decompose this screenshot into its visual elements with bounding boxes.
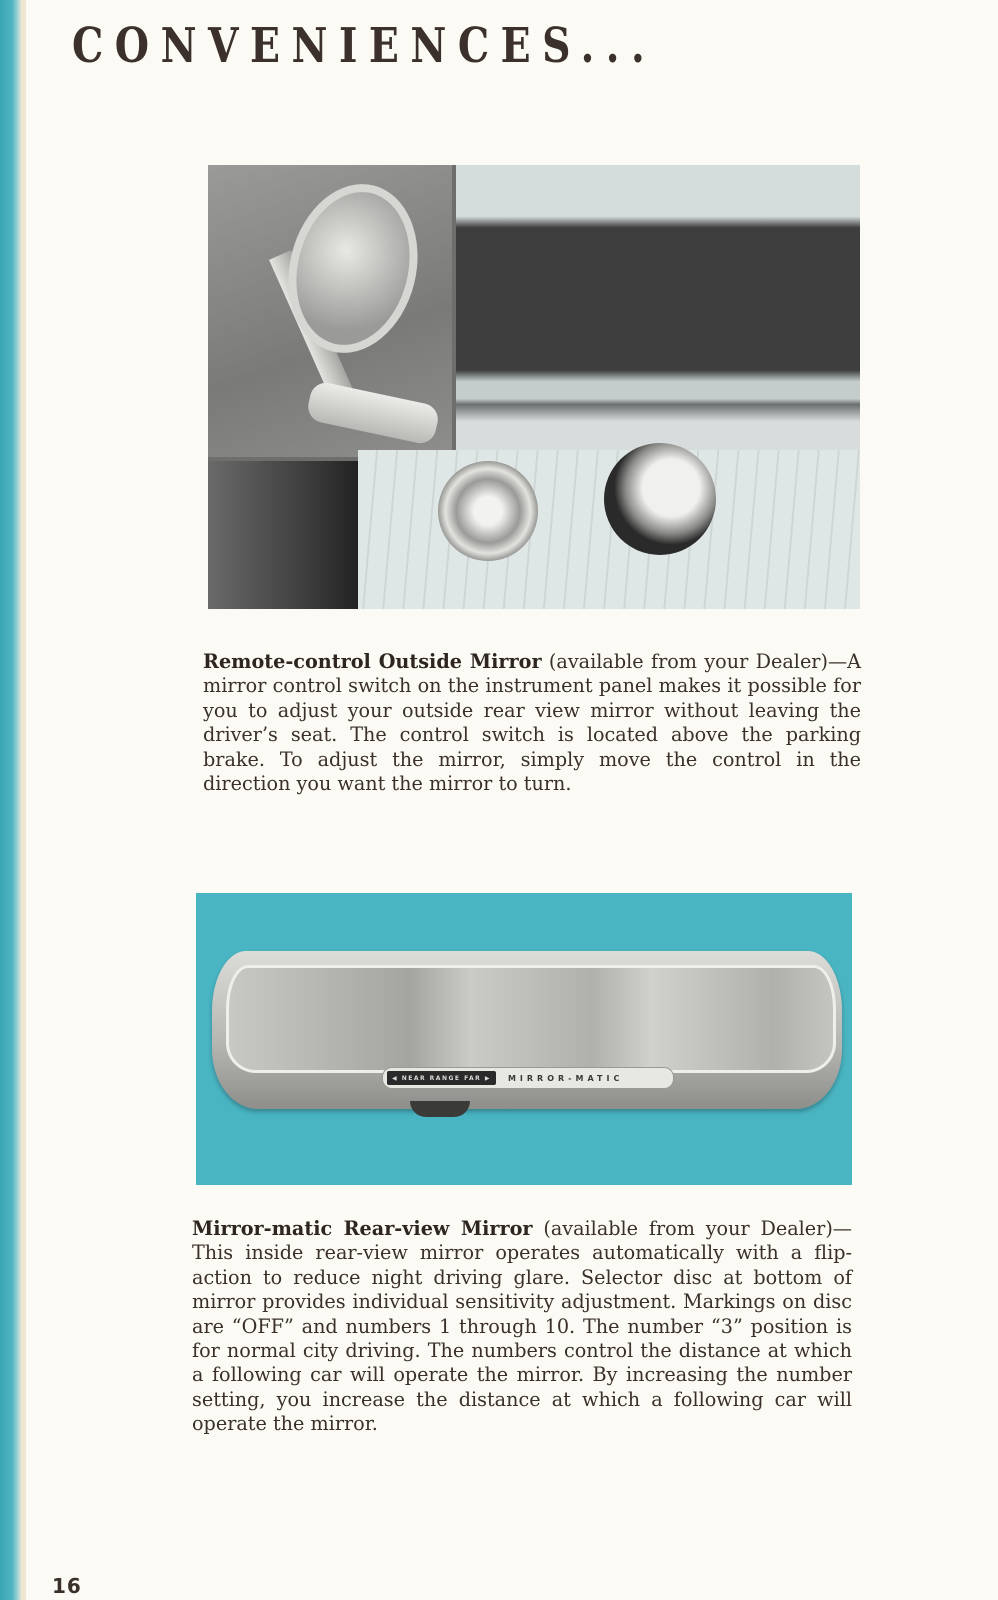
- mirror-base: [305, 380, 440, 446]
- outside-mirror-image: [208, 165, 452, 457]
- page-edge: [22, 0, 26, 1600]
- mirror-matic-heading: Mirror-matic Rear-view Mirror: [192, 1217, 533, 1240]
- selector-disc: [410, 1101, 470, 1117]
- page-title: CONVENIENCES...: [72, 18, 657, 74]
- mirror-matic-badge: [382, 1067, 674, 1089]
- range-indicator: ◀ NEAR RANGE FAR ▶: [387, 1071, 496, 1085]
- mirror-matic-body: (available from your Dealer)—This inside rear-view mirror operates automatically with a flip-action to reduce night driving glare. Selector disc at bottom of mirror provides individual sensitivity adjustment. Markings on disc are “OFF” and numbers 1 through 10. The number “3” position is for normal city driving. The numbers control the distance at which a following car will operate the mirror. By increasing the number setting, you increase the distance at which a following car will operate the mirror.: [192, 1217, 852, 1436]
- page-number: 16: [52, 1574, 82, 1598]
- mirror-control-switch-image: [438, 461, 538, 561]
- seat-image: [208, 461, 358, 609]
- rearview-mirror-glass: [226, 965, 836, 1073]
- brand-label: MIRROR-MATIC: [507, 1073, 624, 1083]
- outside-mirror-photo: [208, 165, 860, 609]
- mirror-matic-caption: [192, 1217, 852, 1437]
- book-spine-edge: [0, 0, 22, 1600]
- mirror-matic-photo: [196, 893, 852, 1185]
- remote-mirror-body: (available from your Dealer)—A mirror control switch on the instrument panel makes it possible for you to adjust your outside rear view mirror without leaving the driver’s seat. The control switch is located above the parking brake. To adjust the mirror, simply move the control in the direction you want the mirror to turn.: [203, 650, 861, 796]
- remote-mirror-heading: Remote-control Outside Mirror: [203, 650, 542, 673]
- dashboard-image: [456, 165, 860, 450]
- mirror-head: [271, 170, 435, 366]
- remote-mirror-caption: [203, 650, 861, 796]
- control-knob-image: [604, 443, 716, 555]
